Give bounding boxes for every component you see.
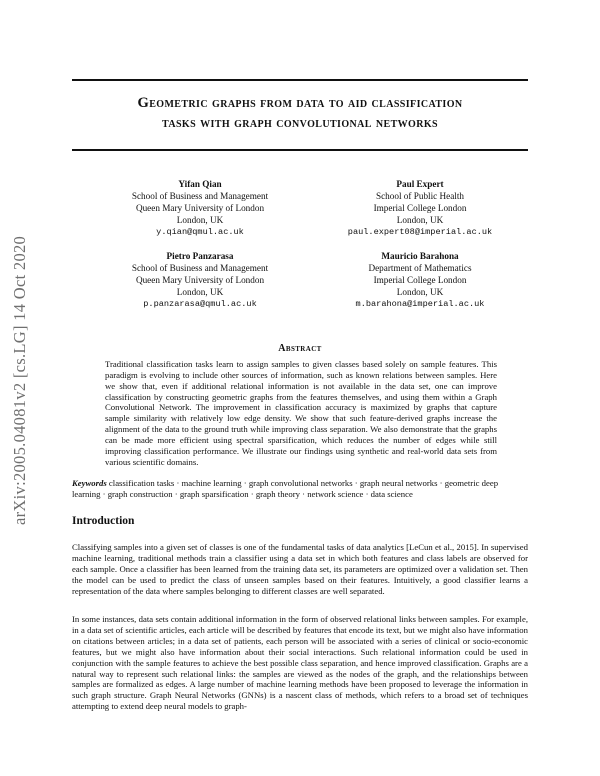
author-block	[300, 250, 540, 310]
author-affiliation: School of Business and Management	[131, 191, 269, 201]
author-affiliation: Queen Mary University of London	[135, 203, 265, 213]
body-paragraph: In some instances, data sets contain additional information in the form of observed relational links between samples. For example, in a data set of scientific articles, each article will be described by features that encode its text, but we might also have information on citations between articles; in a data set of patients, each person will be associated with a series of clinical or socio-economic features, but we might also have information about their social interactions. Such relational information could be used in conjunction with the sample features to achieve the best possible class separation, and hence improved classification. Graphs are a natural way to represent such relational links: the samples are viewed as the nodes of the graph, and the relationships between samples are formalized as edges. A large number of machine learning methods have been proposed to leverage the information in such graph structure. Graph Neural Networks (GNNs) is a nascent class of methods, which refers to a broad set of techniques attempting to extend deep neural models to graph-	[72, 614, 528, 712]
author-block	[300, 178, 540, 238]
author-email: m.barahona@imperial.ac.uk	[355, 299, 485, 309]
title-top-rule	[72, 79, 528, 81]
author-affiliation: School of Business and Management	[131, 263, 269, 273]
author-block	[80, 250, 320, 310]
abstract-text: Traditional classification tasks learn to assign samples to given classes based solely on sample features. This paradigm is evolving to include other sources of information, such as known relations between samples. Here we show that, even if additional relational information is not available in the data set, one can improve classification by constructing geometric graphs from the features themselves, and using them within a Graph Convolutional Network. The improvement in classification accuracy is maximized by graphs that capture sample similarity with relatively low edge density. We show that such feature-derived graphs increase the alignment of the data to the ground truth while improving class separation. We also demonstrate that the graphs can be made more efficient using spectral sparsification, which reduces the number of edges while still improving classification performance. We illustrate our findings using synthetic and real-world data sets from various scientific domains.	[105, 359, 497, 467]
keywords-label: Keywords	[72, 478, 107, 488]
author-affiliation: Imperial College London	[373, 275, 467, 285]
keywords-list: classification tasks · machine learning · graph convolutional networks · graph neural networks · geometric deep learning · graph construction · graph sparsification · graph theory · network science · data science	[72, 478, 499, 499]
author-email: p.panzarasa@qmul.ac.uk	[143, 299, 257, 309]
arxiv-identifier: arXiv:2005.04081v2 [cs.LG] 14 Oct 2020	[10, 235, 29, 525]
author-name: Yifan Qian	[178, 179, 222, 189]
title-line: Geometric graphs from data to aid classification	[137, 95, 463, 111]
author-email: paul.expert08@imperial.ac.uk	[347, 227, 493, 237]
paper-title	[72, 93, 528, 133]
abstract-heading: Abstract	[278, 343, 322, 354]
author-email: y.qian@qmul.ac.uk	[156, 227, 244, 237]
author-affiliation: Imperial College London	[373, 203, 467, 213]
body-paragraph: Classifying samples into a given set of classes is one of the fundamental tasks of data analytics [LeCun et al., 2015]. In supervised machine learning, traditional methods train a classifier using a data set in which both features and class labels are observed for each sample. Once a classifier has been learned from the training data set, its parameters are optimized over a validation set. Then the model can be used to predict the class of unseen samples based on their features. Intuitively, a good classifier learns a representation of the data where samples belonging to different classes are well separated.	[72, 542, 528, 596]
section-heading-introduction: Introduction	[72, 515, 135, 527]
author-affiliation: Queen Mary University of London	[135, 275, 265, 285]
author-location: London, UK	[176, 215, 224, 225]
author-affiliation: School of Public Health	[375, 191, 465, 201]
title-line: tasks with graph convolutional networks	[162, 115, 438, 131]
author-location: London, UK	[176, 287, 224, 297]
author-block	[80, 178, 320, 238]
author-name: Mauricio Barahona	[381, 251, 459, 261]
author-name: Paul Expert	[396, 179, 444, 189]
keywords	[72, 478, 528, 500]
title-bottom-rule	[72, 149, 528, 151]
author-affiliation: Department of Mathematics	[368, 263, 472, 273]
author-location: London, UK	[396, 287, 444, 297]
author-name: Pietro Panzarasa	[166, 251, 234, 261]
author-location: London, UK	[396, 215, 444, 225]
